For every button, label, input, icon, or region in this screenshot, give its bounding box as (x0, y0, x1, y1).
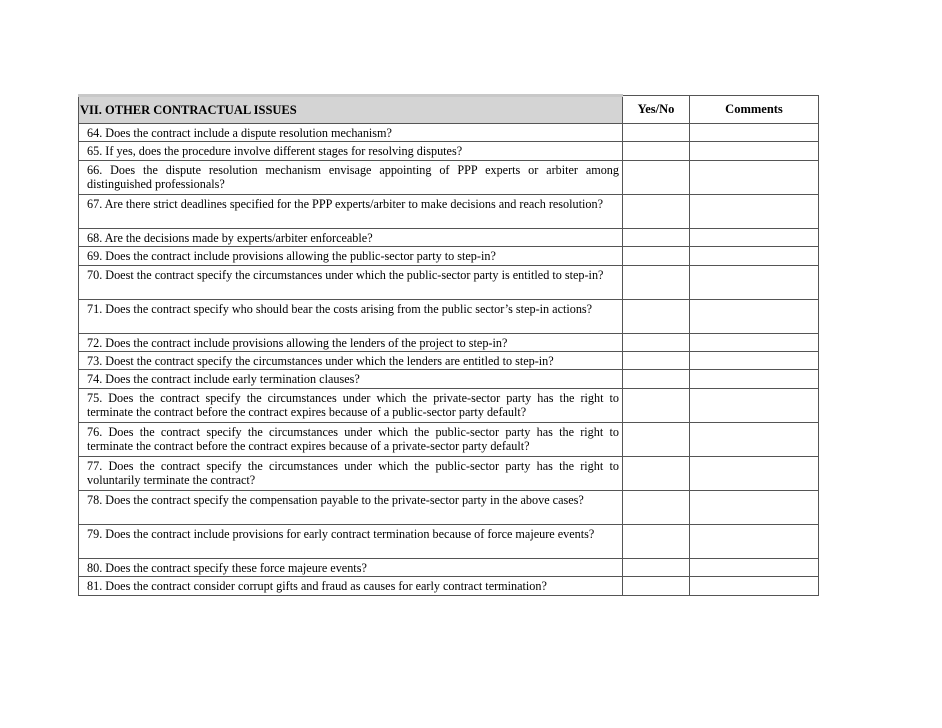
question-text: 66. Does the dispute resolution mechanism envisage appointing of PPP experts or arbiter among distinguished professionals? (79, 160, 623, 194)
comments-cell[interactable] (690, 124, 819, 142)
yes-no-cell[interactable] (623, 228, 690, 246)
yes-no-cell[interactable] (623, 247, 690, 265)
table-row (79, 194, 819, 228)
table-row (79, 228, 819, 246)
yes-no-cell[interactable] (623, 299, 690, 333)
yes-no-cell[interactable] (623, 265, 690, 299)
table-row (79, 524, 819, 558)
table-row (79, 352, 819, 370)
yes-no-cell[interactable] (623, 388, 690, 422)
table-row (79, 265, 819, 299)
yes-no-cell[interactable] (623, 490, 690, 524)
yes-no-cell[interactable] (623, 524, 690, 558)
table-row (79, 490, 819, 524)
comments-cell[interactable] (690, 194, 819, 228)
table-row (79, 299, 819, 333)
table-row (79, 247, 819, 265)
table-row (79, 388, 819, 422)
yes-no-cell[interactable] (623, 558, 690, 576)
yes-no-cell[interactable] (623, 370, 690, 388)
yes-no-cell[interactable] (623, 422, 690, 456)
question-text: 68. Are the decisions made by experts/arbiter enforceable? (79, 228, 623, 246)
question-text: 76. Does the contract specify the circumstances under which the public-sector party has the right to terminate the contract before the contract expires because of a private-sector party default? (79, 422, 623, 456)
yes-no-cell[interactable] (623, 577, 690, 595)
comments-cell[interactable] (690, 490, 819, 524)
comments-cell[interactable] (690, 299, 819, 333)
comments-cell[interactable] (690, 422, 819, 456)
question-text: 73. Doest the contract specify the circumstances under which the lenders are entitled to step-in? (79, 352, 623, 370)
comments-cell[interactable] (690, 388, 819, 422)
table-row (79, 370, 819, 388)
comments-cell[interactable] (690, 333, 819, 351)
table-row (79, 142, 819, 160)
question-text: 80. Does the contract specify these force majeure events? (79, 558, 623, 576)
comments-cell[interactable] (690, 577, 819, 595)
table-row (79, 124, 819, 142)
question-text: 70. Doest the contract specify the circumstances under which the public-sector party is entitled to step-in? (79, 265, 623, 299)
question-text: 78. Does the contract specify the compensation payable to the private-sector party in the above cases? (79, 490, 623, 524)
question-text: 71. Does the contract specify who should bear the costs arising from the public sector’s step-in actions? (79, 299, 623, 333)
question-text: 81. Does the contract consider corrupt gifts and fraud as causes for early contract termination? (79, 577, 623, 595)
table-header-row (79, 96, 819, 124)
table-row (79, 577, 819, 595)
question-text: 69. Does the contract include provisions allowing the public-sector party to step-in? (79, 247, 623, 265)
comments-cell[interactable] (690, 247, 819, 265)
comments-cell[interactable] (690, 524, 819, 558)
checklist-page (78, 94, 818, 596)
question-text: 75. Does the contract specify the circumstances under which the private-sector party has the right to terminate the contract before the contract expires because of a public-sector party default? (79, 388, 623, 422)
table-row (79, 333, 819, 351)
table-row (79, 422, 819, 456)
comments-cell[interactable] (690, 265, 819, 299)
yes-no-cell[interactable] (623, 160, 690, 194)
question-text: 74. Does the contract include early termination clauses? (79, 370, 623, 388)
comments-cell[interactable] (690, 352, 819, 370)
comments-cell[interactable] (690, 456, 819, 490)
yes-no-cell[interactable] (623, 142, 690, 160)
section-title: VII. OTHER CONTRACTUAL ISSUES (79, 96, 623, 124)
question-text: 67. Are there strict deadlines specified for the PPP experts/arbiter to make decisions and reach resolution? (79, 194, 623, 228)
yes-no-column-header: Yes/No (623, 96, 690, 124)
table-row (79, 456, 819, 490)
yes-no-cell[interactable] (623, 333, 690, 351)
question-text: 72. Does the contract include provisions allowing the lenders of the project to step-in? (79, 333, 623, 351)
comments-cell[interactable] (690, 558, 819, 576)
question-text: 79. Does the contract include provisions for early contract termination because of force majeure events? (79, 524, 623, 558)
table-row (79, 160, 819, 194)
yes-no-cell[interactable] (623, 194, 690, 228)
comments-cell[interactable] (690, 370, 819, 388)
comments-cell[interactable] (690, 160, 819, 194)
yes-no-cell[interactable] (623, 352, 690, 370)
comments-cell[interactable] (690, 142, 819, 160)
comments-column-header: Comments (690, 96, 819, 124)
question-text: 65. If yes, does the procedure involve different stages for resolving disputes? (79, 142, 623, 160)
contractual-issues-table (78, 94, 819, 596)
question-text: 64. Does the contract include a dispute resolution mechanism? (79, 124, 623, 142)
table-row (79, 558, 819, 576)
question-text: 77. Does the contract specify the circumstances under which the public-sector party has the right to voluntarily terminate the contract? (79, 456, 623, 490)
yes-no-cell[interactable] (623, 456, 690, 490)
comments-cell[interactable] (690, 228, 819, 246)
yes-no-cell[interactable] (623, 124, 690, 142)
